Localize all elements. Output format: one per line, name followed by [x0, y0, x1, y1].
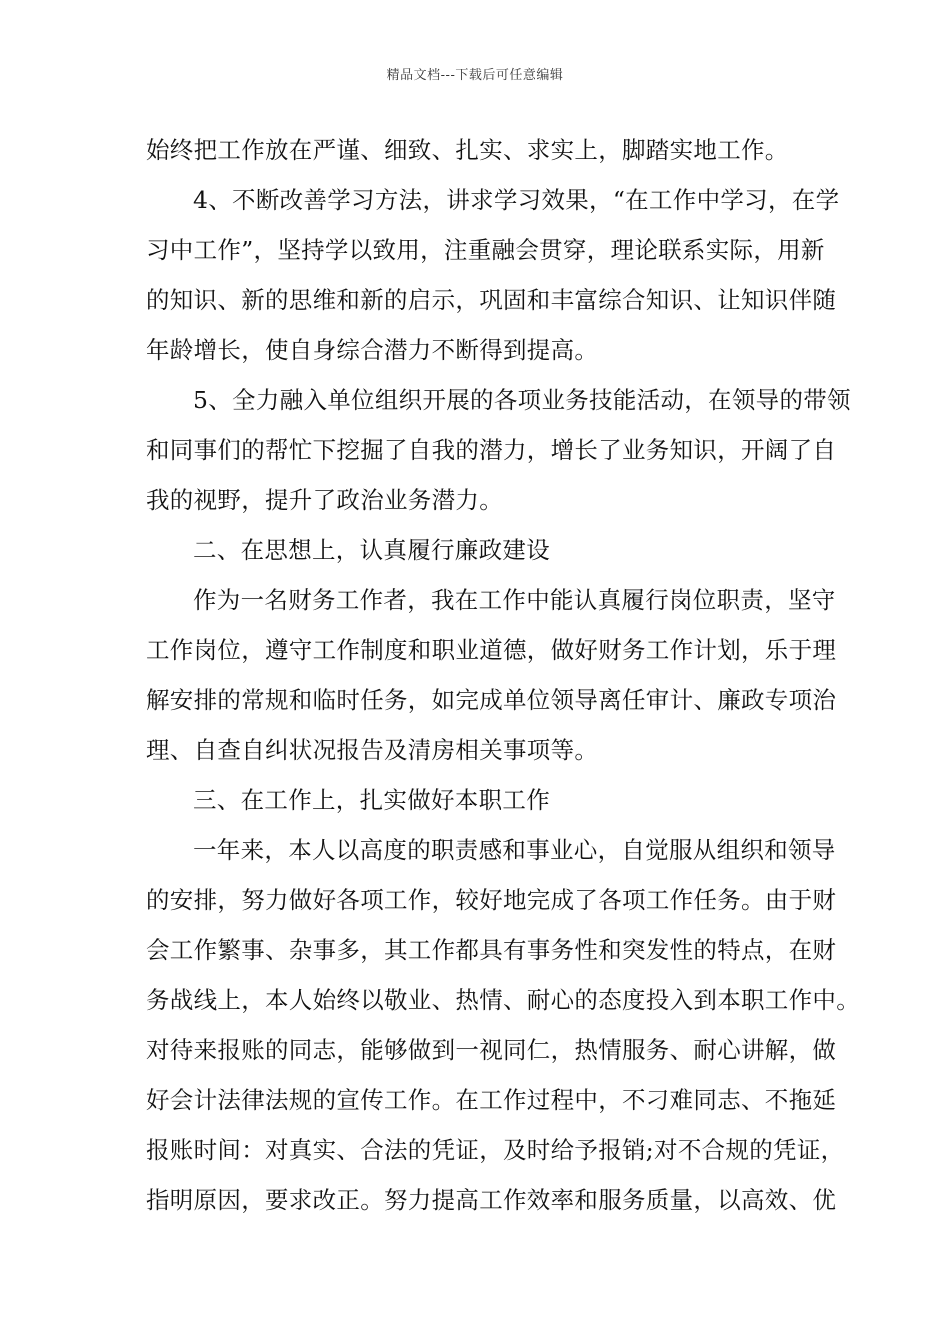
text-line: 报账时间：对真实、合法的凭证，及时给予报销;对不合规的凭证，	[146, 1136, 845, 1164]
text-line: 一年来，本人以高度的职责感和事业心，自觉服从组织和领导	[193, 836, 836, 864]
text-line: 习中工作”，坚持学以致用，注重融会贯穿，理论联系实际，用新	[146, 236, 825, 264]
text-line: 的知识、新的思维和新的启示，巩固和丰富综合知识、让知识伴随	[146, 286, 837, 314]
text-line: 工作岗位，遵守工作制度和职业道德，做好财务工作计划，乐于理	[146, 636, 837, 664]
text-line: 年龄增长，使自身综合潜力不断得到提高。	[146, 336, 599, 364]
text-line: 务战线上，本人始终以敬业、热情、耐心的态度投入到本职工作中。	[146, 986, 860, 1014]
section-heading: 二、在思想上，认真履行廉政建设	[193, 536, 550, 564]
text-line: 会工作繁事、杂事多，其工作都具有事务性和突发性的特点，在财	[146, 936, 837, 964]
page-header: 精品文档---下载后可任意编辑	[386, 68, 564, 83]
text-line: 对待来报账的同志，能够做到一视同仁，热情服务、耐心讲解，做	[146, 1036, 837, 1064]
text-line: 好会计法律法规的宣传工作。在工作过程中，不刁难同志、不拖延	[146, 1086, 837, 1114]
text-line: 指明原因，要求改正。努力提高工作效率和服务质量，以高效、优	[146, 1186, 837, 1214]
text-line: 和同事们的帮忙下挖掘了自我的潜力，增长了业务知识，开阔了自	[146, 436, 837, 464]
document-body	[146, 125, 860, 1225]
text-line: 作为一名财务工作者，我在工作中能认真履行岗位职责，坚守	[193, 586, 836, 614]
text-line: 解安排的常规和临时任务，如完成单位领导离任审计、廉政专项治	[146, 686, 837, 714]
text-line: 的安排，努力做好各项工作，较好地完成了各项工作任务。由于财	[146, 886, 837, 914]
section-heading: 三、在工作上，扎实做好本职工作	[193, 786, 550, 814]
text-line: 我的视野，提升了政治业务潜力。	[146, 486, 503, 514]
text-line: 理、自查自纠状况报告及清房相关事项等。	[146, 736, 599, 764]
text-line: 4、不断改善学习方法，讲求学习效果，“在工作中学习，在学	[193, 186, 840, 214]
text-line: 始终把工作放在严谨、细致、扎实、求实上，脚踏实地工作。	[146, 136, 789, 164]
text-line: 5、全力融入单位组织开展的各项业务技能活动，在领导的带领	[193, 386, 851, 414]
